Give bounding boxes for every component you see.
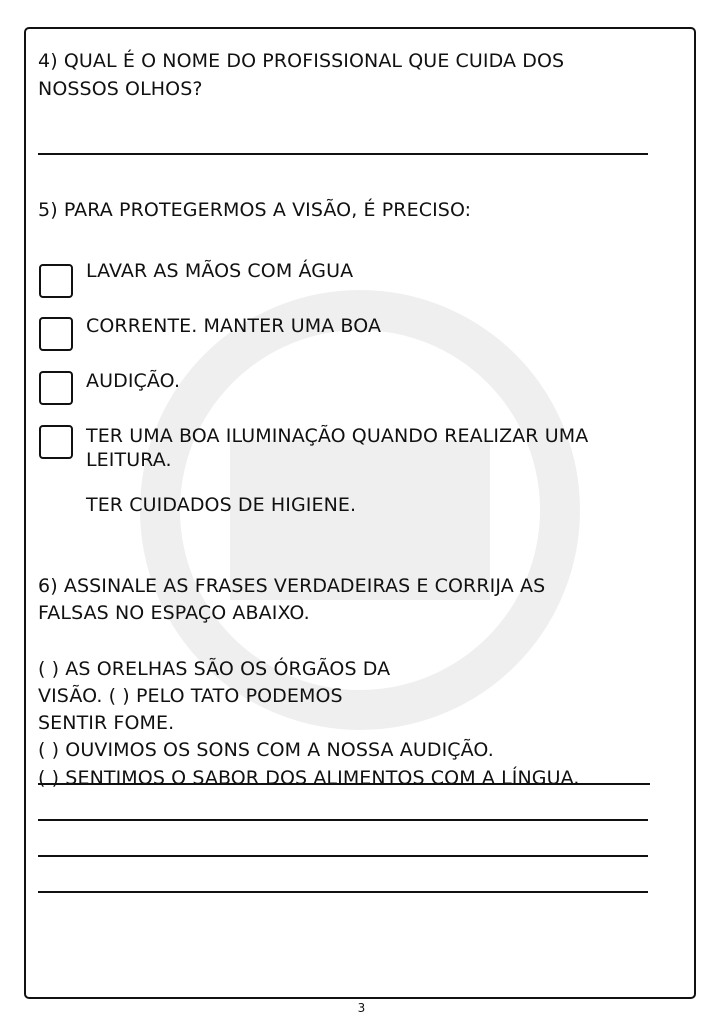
question-6-line-1: 6) ASSINALE AS FRASES VERDADEIRAS E CORRIJA AS (38, 575, 546, 597)
question-5-title: 5) PARA PROTEGERMOS A VISÃO, É PRECISO: (38, 199, 472, 221)
answer-line-1[interactable] (38, 819, 648, 821)
page-number: 3 (357, 1001, 366, 1015)
statement-line-3: SENTIR FOME. (38, 712, 175, 734)
option-text-4: TER UMA BOA ILUMINAÇÃO QUANDO REALIZAR UMA (86, 425, 589, 447)
checkbox-option-4[interactable] (39, 425, 73, 459)
question-4-line-2: NOSSOS OLHOS? (38, 78, 203, 100)
option-text-2: CORRENTE. MANTER UMA BOA (86, 315, 382, 337)
answer-line-q4[interactable] (38, 153, 648, 155)
option-text-1: LAVAR AS MÃOS COM ÁGUA (86, 260, 354, 282)
question-6-line-2: FALSAS NO ESPAÇO ABAIXO. (38, 602, 310, 624)
option-text-4-cont: LEITURA. (86, 449, 172, 471)
option-text-3: AUDIÇÃO. (86, 370, 181, 392)
question-4-line-1: 4) QUAL É O NOME DO PROFISSIONAL QUE CUIDA DOS (38, 50, 565, 72)
answer-line-3[interactable] (38, 891, 648, 893)
statement-line-5: ( ) SENTIMOS O SABOR DOS ALIMENTOS COM A LÍNGUA. (38, 767, 580, 789)
checkbox-option-3[interactable] (39, 371, 73, 405)
checkbox-option-1[interactable] (39, 264, 73, 298)
answer-line-2[interactable] (38, 855, 648, 857)
checkbox-option-2[interactable] (39, 317, 73, 351)
strike-line (38, 783, 650, 785)
statement-line-2: VISÃO. ( ) PELO TATO PODEMOS (38, 685, 343, 707)
option-text-5: TER CUIDADOS DE HIGIENE. (86, 494, 357, 516)
statement-line-1: ( ) AS ORELHAS SÃO OS ÓRGÃOS DA (38, 658, 391, 680)
statement-line-4: ( ) OUVIMOS OS SONS COM A NOSSA AUDIÇÃO. (38, 739, 494, 761)
